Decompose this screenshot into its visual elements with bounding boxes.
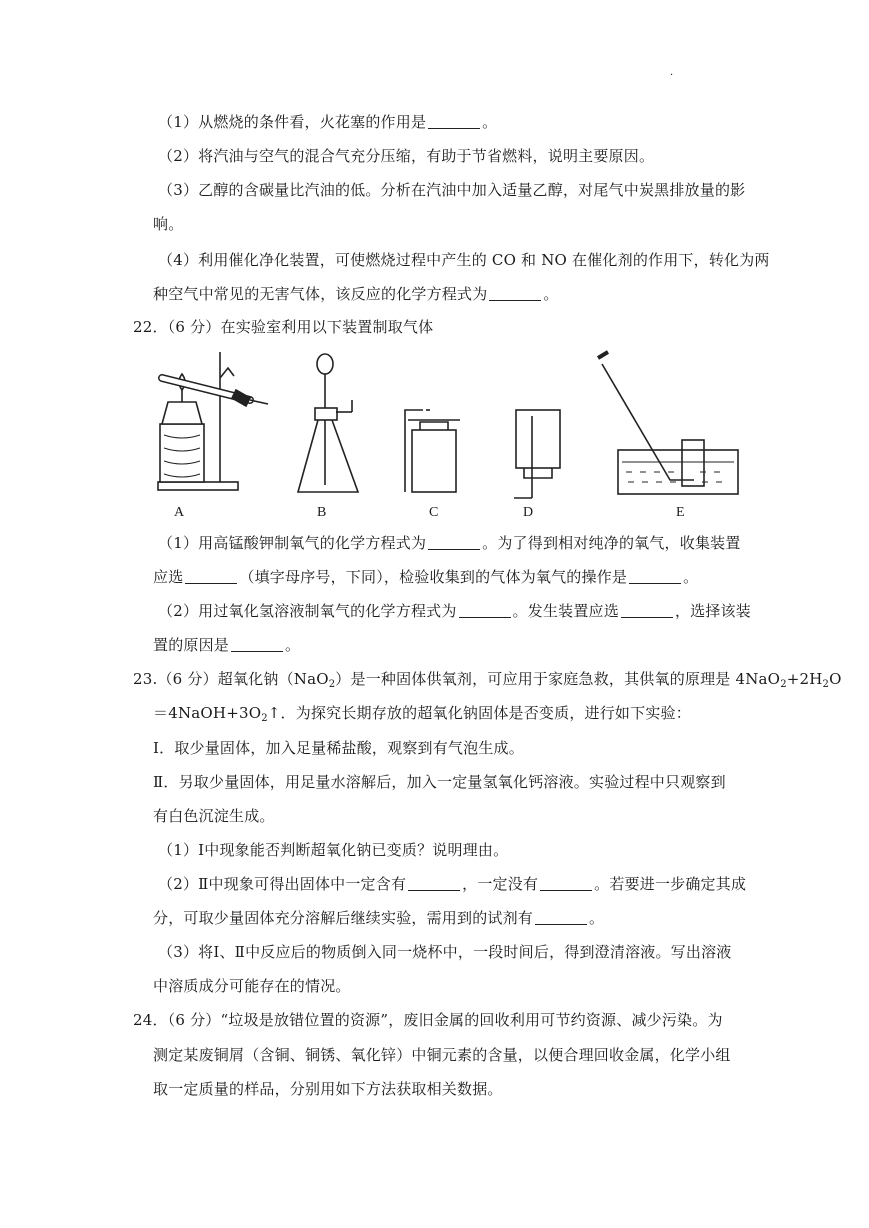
q23-part3-line2: 中溶质成分可能存在的情况。	[153, 977, 351, 995]
answer-blank[interactable]	[540, 876, 592, 891]
answer-blank[interactable]	[408, 876, 460, 891]
lab-apparatus-figure	[140, 340, 760, 505]
apparatus-e-icon	[598, 352, 738, 494]
answer-blank[interactable]	[621, 603, 673, 618]
label-b: B	[317, 505, 327, 520]
q21-part4-line1: （4）利用催化净化装置，可使燃烧过程中产生的 CO 和 NO 在催化剂的作用下，转化为两	[158, 251, 770, 269]
q23-line2: $=4NaOH+3O_2↑$．为探究长期存放的超氧化钠固体是否变质，进行如下实验：	[153, 704, 691, 724]
label-c: C	[429, 505, 439, 520]
q24-line1: 24．（6 分）“垃圾是放错位置的资源”，废旧金属的回收利用可节约资源、减少污染。为	[133, 1011, 723, 1029]
apparatus-d-icon	[514, 410, 560, 498]
q22-part2-line2: 置的原因是 。	[153, 636, 301, 654]
q22-part1-line1: （1）用高锰酸钾制氧气的化学方程式为 。为了得到相对纯净的氧气，收集装置	[158, 534, 741, 552]
q24-line2: 测定某废铜屑（含铜、铜锈、氧化锌）中铜元素的含量，以便合理回收金属，化学小组	[153, 1046, 731, 1064]
q21-part1: （1）从燃烧的条件看，火花塞的作用是 。	[158, 113, 498, 131]
q22-title: 22．（6 分）在实验室利用以下装置制取气体	[133, 318, 434, 336]
q21-part2: （2）将汽油与空气的混合气充分压缩，有助于节省燃料，说明主要原因。	[158, 147, 655, 165]
q21-part4-line2: 种空气中常见的无害气体，该反应的化学方程式为 。	[153, 285, 559, 303]
q23-step2-line1: Ⅱ．另取少量固体，用足量水溶解后，加入一定量氢氧化钙溶液。实验过程中只观察到	[153, 773, 726, 791]
q23-step1: Ⅰ．取少量固体，加入足量稀盐酸，观察到有气泡生成。	[153, 739, 524, 757]
page-dot: ·	[670, 70, 674, 81]
q23-part3-line1: （3）将Ⅰ、Ⅱ中反应后的物质倒入同一烧杯中，一段时间后，得到澄清溶液。写出溶液	[158, 943, 732, 961]
q21-part3-line1: （3）乙醇的含碳量比汽油的低。分析在汽油中加入适量乙醇，对尾气中炭黑排放量的影	[158, 181, 746, 199]
q24-line3: 取一定质量的样品，分别用如下方法获取相关数据。	[153, 1080, 503, 1098]
q23-part1: （1）Ⅰ中现象能否判断超氧化钠已变质？说明理由。	[158, 841, 509, 859]
answer-blank[interactable]	[535, 910, 587, 925]
answer-blank[interactable]	[428, 535, 480, 550]
apparatus-a-icon	[158, 352, 268, 490]
q23-step2-line2: 有白色沉淀生成。	[153, 807, 275, 825]
q23-line1: 23.（6 分）超氧化钠（NaO$_2$）是一种固体供氧剂，可应用于家庭急救，其供氧的原理是 $4NaO_2+2H_2O$	[133, 670, 842, 690]
apparatus-b-icon	[298, 354, 358, 492]
q22-part1-line2: 应选 （填字母序号，下同），检验收集到的气体为氧气的操作是 。	[153, 568, 699, 586]
answer-blank[interactable]	[489, 286, 541, 301]
label-a: A	[174, 505, 185, 520]
apparatus-c-icon	[405, 410, 460, 492]
answer-blank[interactable]	[185, 569, 237, 584]
answer-blank[interactable]	[629, 569, 681, 584]
answer-blank[interactable]	[459, 603, 511, 618]
q22-part2-line1: （2）用过氧化氢溶液制氧气的化学方程式为 。发生装置应选 ，选择该装	[158, 602, 751, 620]
answer-blank[interactable]	[231, 637, 283, 652]
q23-part2-line2: 分，可取少量固体充分溶解后继续实验，需用到的试剂有 。	[153, 909, 605, 927]
label-e: E	[676, 505, 685, 520]
q23-part2-line1: （2）Ⅱ中现象可得出固体中一定含有 ，一定没有 。若要进一步确定其成	[158, 875, 747, 893]
q21-part3-line2: 响。	[153, 215, 184, 233]
label-d: D	[523, 505, 534, 520]
answer-blank[interactable]	[428, 114, 480, 129]
